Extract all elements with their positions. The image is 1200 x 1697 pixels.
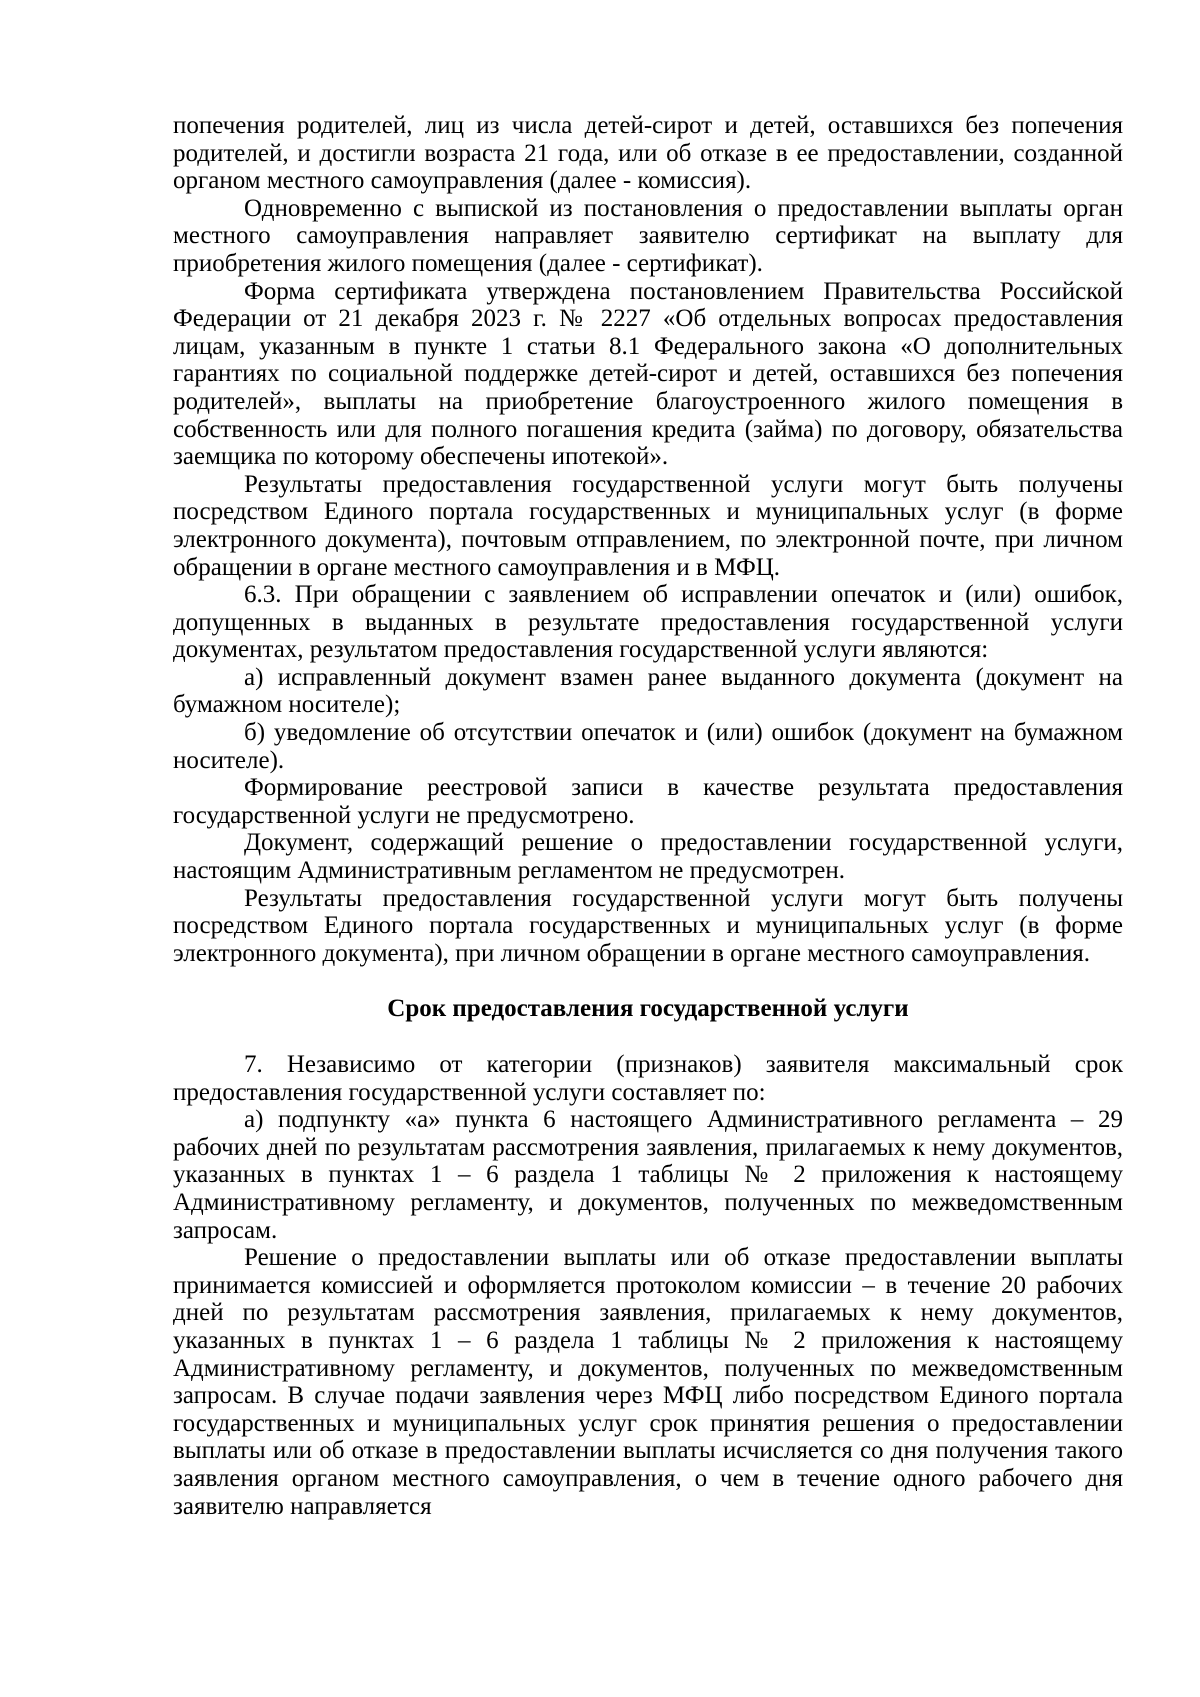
paragraph-certificate-form: Форма сертификата утверждена постановлением Правительства Российской Федерации от 21 декабря 2023 г. № 2227 «Об отдельных вопросах предоставления лицам, указанным в пункте 1 статьи 8.1 Федерального закона «О дополнительных гарантиях по социальной поддержке детей-сирот и детей, оставшихся без попечения родителей», выплаты на приобретение благоустроенного жилого помещения в собственность или для полного погашения кредита (займа) по договору, обязательства заемщика по которому обеспечены ипотекой». [173,277,1123,471]
paragraph-commission-decision: Решение о предоставлении выплаты или об отказе предоставлении выплаты принимается комиссией и оформляется протоколом комиссии – в течение 20 рабочих дней по результатам рассмотрения заявления, прилагаемых к нему документов, указанных в пунктах 1 – 6 раздела 1 таблицы № 2 приложения к настоящему Административному регламенту, и документов, полученных по межведомственным запросам. В случае подачи заявления через МФЦ либо посредством Единого портала государственных и муниципальных услуг срок принятия решения о предоставлении выплаты или об отказе в предоставлении выплаты исчисляется со дня получения такого заявления органом местного самоуправления, о чем в течение одного рабочего дня заявителю направляется [173,1244,1123,1520]
paragraph-7-item-a: а) подпункту «а» пункта 6 настоящего Административного регламента – 29 рабочих дней по результатам рассмотрения заявления, прилагаемых к нему документов, указанных в пунктах 1 – 6 раздела 1 таблицы № 2 приложения к настоящему Административному регламенту, и документов, полученных по межведомственным запросам. [173,1106,1123,1244]
paragraph-registry-record: Формирование реестровой записи в качестве результата предоставления государственной услуги не предусмотрено. [173,774,1123,829]
paragraph-certificate-sending: Одновременно с выпиской из постановления о предоставлении выплаты орган местного самоуправления направляет заявителю сертификат на выплату для приобретения жилого помещения (далее - сертификат). [173,194,1123,277]
paragraph-6-3: 6.3. При обращении с заявлением об исправлении опечаток и (или) ошибок, допущенных в выданных в результате предоставления государственной услуги документах, результатом предоставления государственной услуги являются: [173,581,1123,664]
paragraph-results-portal: Результаты предоставления государственной услуги могут быть получены посредством Единого портала государственных и муниципальных услуг (в форме электронного документа), при личном обращении в органе местного самоуправления. [173,884,1123,967]
section-heading: Срок предоставления государственной услуги [387,995,909,1023]
document-page [173,112,1123,1520]
paragraph-continuation: попечения родителей, лиц из числа детей-сирот и детей, оставшихся без попечения родителей, и достигли возраста 21 года, или об отказе в ее предоставлении, созданной органом местного самоуправления (далее - комиссия). [173,112,1123,195]
paragraph-decision-document: Документ, содержащий решение о предоставлении государственной услуги, настоящим Административным регламентом не предусмотрен. [173,829,1123,885]
paragraph-results-channels: Результаты предоставления государственной услуги могут быть получены посредством Единого портала государственных и муниципальных услуг (в форме электронного документа), почтовым отправлением, по электронной почте, при личном обращении в органе местного самоуправления и в МФЦ. [173,470,1123,581]
paragraph-item-a: а) исправленный документ взамен ранее выданного документа (документ на бумажном носителе); [173,663,1123,719]
paragraph-7: 7. Независимо от категории (признаков) заявителя максимальный срок предоставления государственной услуги составляет по: [173,1051,1123,1106]
paragraph-item-b: б) уведомление об отсутствии опечаток и (или) ошибок (документ на бумажном носителе). [173,719,1123,774]
